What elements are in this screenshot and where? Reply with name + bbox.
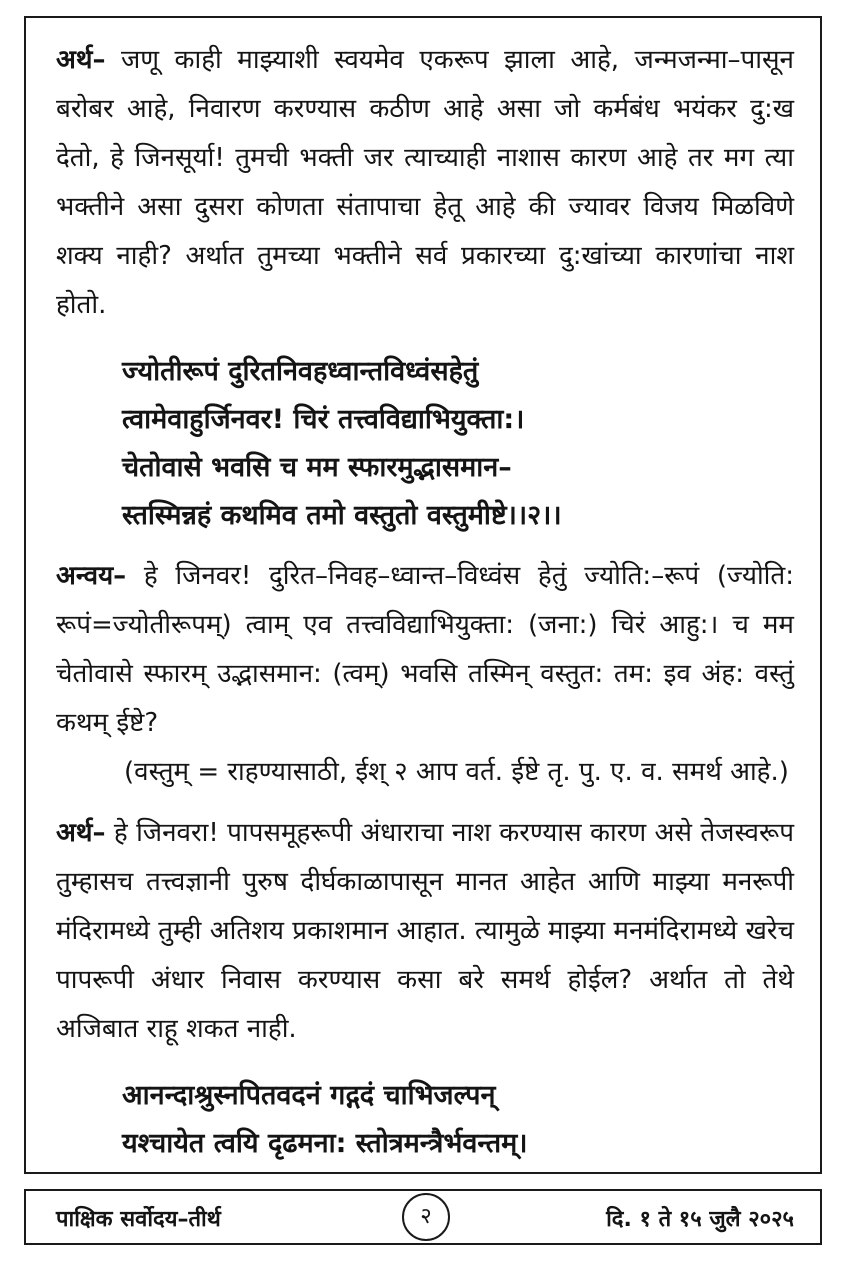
meaning-label: अर्थ– <box>56 818 106 848</box>
sanskrit-verse-2 <box>56 1072 794 1168</box>
meaning-label: अर्थ– <box>56 45 106 75</box>
page-content <box>56 36 794 1168</box>
issue-date: दि. १ ते १५ जुलै २०२५ <box>606 1207 794 1232</box>
anvay-text: हे जिनवर! दुरित–निवह–ध्वान्त–विध्वंस हेतुं ज्योति:–रूपं (ज्योति: रूपं=ज्योतीरूपम्) त्वाम् एव तत्त्वविद्याभियुक्ता: (जना:) चिरं आहु:। च मम चेतोवासे स्फारम् उद्भासमान: (त्वम्) भवसि तस्मिन् वस्तुत: तम: इव अंह: वस्तुं कथम् ईष्टे? <box>56 561 794 738</box>
spacer <box>56 540 794 552</box>
meaning-paragraph-2 <box>56 809 794 1054</box>
page-frame <box>24 16 822 1174</box>
anvay-label: अन्वय– <box>56 561 127 591</box>
meaning-text: हे जिनवरा! पापसमूहरूपी अंधाराचा नाश करण्यास कारण असे तेजस्वरूप तुम्हासच तत्त्वज्ञानी पुरुष दीर्घकाळापासून मानत आहेत आणि माझ्या मनरूपी मंदिरामध्ये तुम्ही अतिशय प्रकाशमान आहात. त्यामुळे माझ्या मनमंदिरामध्ये खरेच पापरूपी अंधार निवास करण्यास कसा बरे समर्थ होईल? अर्थात तो तेथे अजिबात राहू शकत नाही. <box>56 818 794 1044</box>
spacer <box>56 1054 794 1072</box>
page-footer <box>24 1189 822 1245</box>
verse-line: स्तस्मिन्नहं कथमिव तमो वस्तुतो वस्तुमीष्टे।।२।। <box>122 500 562 531</box>
verse-line: यश्चायेत त्वयि दृढमना: स्तोत्रमन्त्रैर्भवन्तम्। <box>122 1128 528 1159</box>
grammar-note: (वस्तुम् = राहण्यासाठी, ईश् २ आप वर्त. ईष्टे तृ. पु. ए. व. समर्थ आहे.) <box>124 757 789 787</box>
verse-line: आनन्दाश्रुस्नपितवदनं गद्गदं चाभिजल्पन् <box>122 1080 496 1111</box>
page-number: २ <box>402 1193 450 1241</box>
publication-name: पाक्षिक सर्वोदय–तीर्थ <box>56 1207 221 1232</box>
meaning-text: जणू काही माझ्याशी स्वयमेव एकरूप झाला आहे, जन्मजन्मा–पासून बरोबर आहे, निवारण करण्यास कठीण आहे असा जो कर्मबंध भयंकर दु:ख देतो, हे जिनसूर्या! तुमची भक्ती जर त्याच्याही नाशास कारण आहे तर मग त्या भक्तीने असा दुसरा कोणता संतापाचा हेतू आहे की ज्यावर विजय मिळविणे शक्य नाही? अर्थात तुमच्या भक्तीने सर्व प्रकारच्या दु:खांच्या कारणांचा नाश होतो. <box>56 45 794 320</box>
verse-line: त्वामेवाहुर्जिनवर! चिरं तत्त्वविद्याभियुक्ता:। <box>122 404 525 435</box>
meaning-paragraph-1 <box>56 36 794 330</box>
verse-line: चेतोवासे भवसि च मम स्फारमुद्भासमान– <box>122 452 512 483</box>
sanskrit-verse-1 <box>56 348 794 540</box>
spacer <box>56 330 794 348</box>
verse-line: ज्योतीरूपं दुरितनिवहध्वान्तविध्वंसहेतुं <box>122 356 479 387</box>
spacer <box>56 797 794 809</box>
anvay-paragraph <box>56 552 794 748</box>
